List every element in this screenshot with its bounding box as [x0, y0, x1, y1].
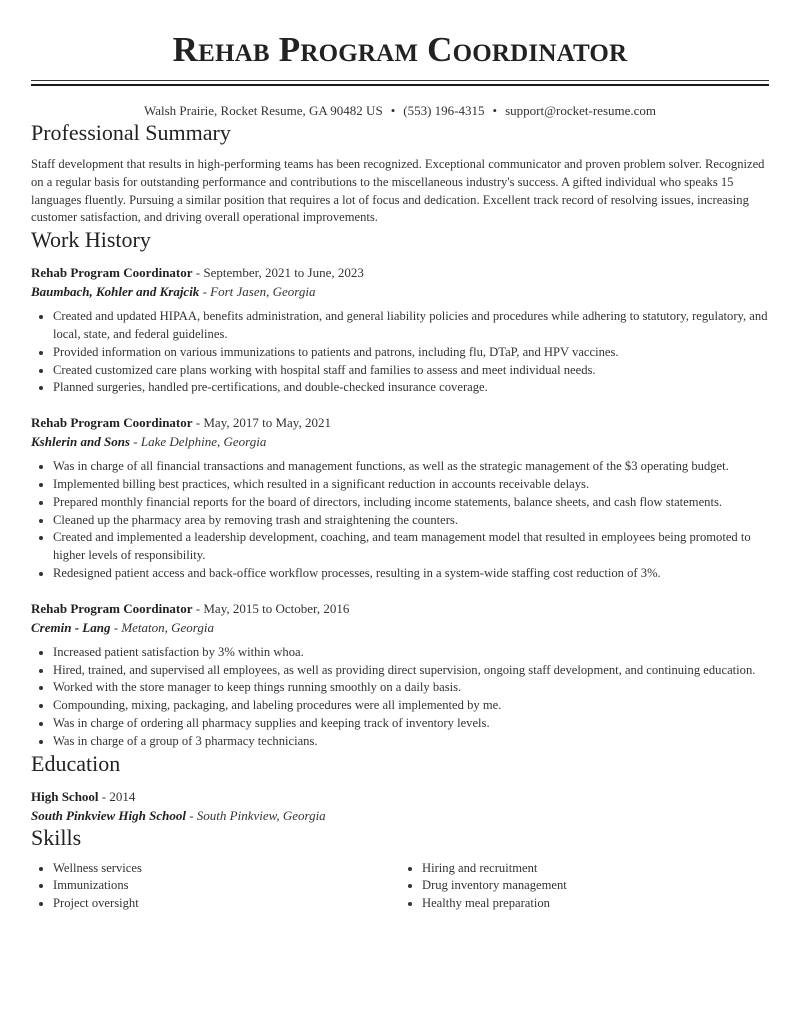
skills-grid — [31, 860, 769, 913]
list-item: • Provided information on various immunizations to patients and patrons, including flu, DTaP, and HPV vaccines. — [53, 344, 769, 362]
section-heading-education: Education — [31, 750, 121, 776]
employer-line — [31, 432, 769, 451]
job-location: Fort Jasen, Georgia — [210, 284, 316, 300]
skill-item: • Wellness services — [53, 860, 400, 878]
school-line — [31, 806, 769, 825]
employer-name: Cremin - Lang — [31, 619, 111, 635]
list-item: • Cleaned up the pharmacy area by removing trash and straightening the counters. — [53, 512, 769, 530]
dash-separator: - — [195, 600, 201, 616]
dash-separator: - — [189, 807, 194, 823]
professional-summary-section — [31, 120, 769, 227]
job-dates: May, 2017 to May, 2021 — [203, 415, 331, 431]
header-divider — [31, 80, 769, 86]
employer-name: Kshlerin and Sons — [31, 434, 130, 450]
employer-name: Baumbach, Kohler and Krajcik — [31, 284, 200, 300]
job-entry — [31, 413, 769, 583]
skills-column-left — [31, 860, 400, 913]
education-entry — [31, 787, 769, 825]
list-item: • Hired, trained, and supervised all employees, as well as providing direct supervision, ongoing staff development, and continuing education. — [53, 662, 769, 680]
job-dates: May, 2015 to October, 2016 — [203, 600, 350, 616]
job-bullets — [31, 644, 769, 751]
degree: High School — [31, 788, 99, 804]
job-title: Rehab Program Coordinator — [31, 600, 193, 616]
list-item: • Worked with the store manager to keep things running smoothly on a daily basis. — [53, 679, 769, 697]
job-bullets — [31, 308, 769, 397]
contact-address: Walsh Prairie, Rocket Resume, GA 90482 US — [143, 103, 383, 118]
skill-item: • Healthy meal preparation — [422, 895, 769, 913]
list-item: • Was in charge of all financial transactions and management functions, as well as the strategic management of the $3 operating budget. — [53, 458, 769, 476]
skills-section — [31, 825, 769, 913]
skills-list-left — [31, 860, 400, 913]
school-name: South Pinkview High School — [31, 807, 186, 823]
skill-item: • Hiring and recruitment — [422, 860, 769, 878]
divider-thin-line — [31, 80, 769, 81]
skill-item: • Drug inventory management — [422, 877, 769, 895]
resume-title: Rehab Program Coordinator — [172, 30, 628, 69]
employer-line — [31, 282, 769, 301]
list-item: • Compounding, mixing, packaging, and labeling procedures were all implemented by me. — [53, 697, 769, 715]
divider-thick-line — [31, 84, 769, 86]
job-title: Rehab Program Coordinator — [31, 415, 193, 431]
contact-phone: (553) 196-4315 — [403, 103, 485, 118]
list-item: • Created customized care plans working with hospital staff and families to assess and meet individual needs. — [53, 362, 769, 380]
dash-separator: - — [195, 415, 201, 431]
job-title-line — [31, 413, 769, 432]
list-item: • Increased patient satisfaction by 3% within whoa. — [53, 644, 769, 662]
job-title: Rehab Program Coordinator — [31, 265, 193, 281]
job-title-line — [31, 599, 769, 618]
section-heading-summary: Professional Summary — [31, 120, 231, 145]
dash-separator: - — [202, 284, 207, 300]
skill-item: • Immunizations — [53, 877, 400, 895]
employer-line — [31, 618, 769, 637]
bullet-separator-icon: • — [492, 103, 498, 118]
education-section — [31, 751, 769, 825]
section-heading-work-history: Work History — [31, 227, 151, 253]
graduation-year: 2014 — [109, 788, 136, 804]
job-location: Metaton, Georgia — [121, 619, 214, 635]
dash-separator: - — [101, 788, 107, 804]
skills-column-right — [400, 860, 769, 913]
job-location: Lake Delphine, Georgia — [140, 434, 267, 450]
list-item: • Prepared monthly financial reports for the board of directors, including income statements, balance sheets, and cash flow statements. — [53, 494, 769, 512]
contact-email[interactable]: support@rocket-resume.com — [505, 103, 657, 118]
dash-separator: - — [133, 434, 138, 450]
list-item: • Redesigned patient access and back-office workflow processes, resulting in a system-wide staffing cost reduction of 3%. — [53, 565, 769, 583]
job-title-line — [31, 263, 769, 282]
job-bullets — [31, 458, 769, 583]
bullet-separator-icon: • — [390, 103, 396, 118]
list-item: • Was in charge of a group of 3 pharmacy technicians. — [53, 733, 769, 751]
dash-separator: - — [195, 265, 201, 281]
list-item: • Implemented billing best practices, which resulted in a significant reduction in accounts receivable delays. — [53, 476, 769, 494]
section-heading-skills: Skills — [31, 824, 82, 850]
list-item: • Created and updated HIPAA, benefits administration, and general liability policies and procedures while adhering to statutory, regulatory, and local, state, and federal guidelines. — [53, 308, 769, 344]
skills-list-right — [400, 860, 769, 913]
list-item: • Created and implemented a leadership development, coaching, and team management model that resulted in employees being promoted to higher levels of responsibility. — [53, 529, 769, 565]
job-entry — [31, 263, 769, 397]
dash-separator: - — [113, 619, 119, 635]
skill-item: • Project oversight — [53, 895, 400, 913]
job-entry — [31, 599, 769, 751]
contact-info — [31, 102, 769, 120]
degree-line — [31, 787, 769, 806]
summary-text: Staff development that results in high-performing teams has been recognized. Exceptional communicator and proven problem solver. Recognized on a regular basis for outstanding performance and contributions to the miscellaneous industry's success. A gifted individual who speaks 15 languages fluently. Pursuing a similar position that requires a lot of focus and dedication. Excellent track record of resolving issues, increasing customer satisfaction, and driving overall operational improvements. — [31, 157, 765, 225]
work-history-section — [31, 227, 769, 750]
list-item: • Was in charge of ordering all pharmacy supplies and keeping track of inventory levels. — [53, 715, 769, 733]
job-dates: September, 2021 to June, 2023 — [203, 265, 364, 281]
school-location: South Pinkview, Georgia — [196, 807, 326, 823]
list-item: • Planned surgeries, handled pre-certifications, and double-checked insurance coverage. — [53, 379, 769, 397]
